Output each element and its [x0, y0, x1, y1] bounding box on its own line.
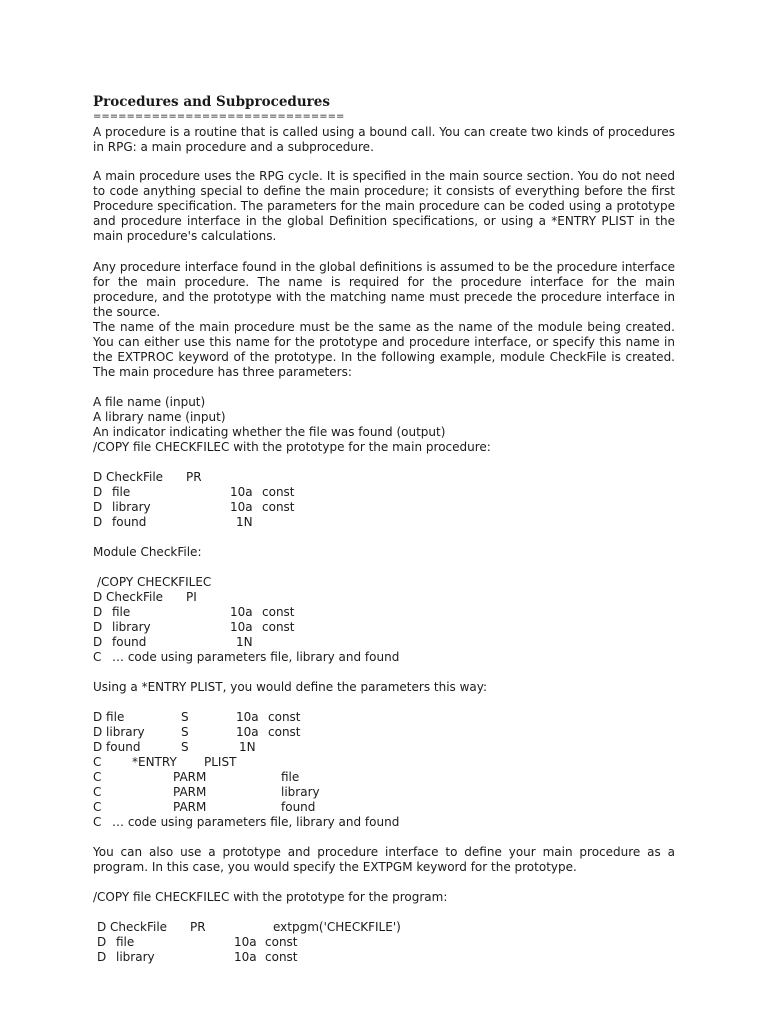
main-procedure-paragraph: A main procedure uses the RPG cycle. It is specified in the main source section. You do not need to code anything special to define the main procedure; it consists of everything before the first Procedure specification. The parameters for the main procedure can be coded using a prototype and procedure interface in the global Definition specifications, or using a *ENTRY PLIST in the main procedure's calculations.	[93, 169, 675, 243]
code-name: D CheckFile	[93, 590, 164, 604]
code-line	[93, 485, 493, 500]
code-keyword: const	[265, 950, 298, 964]
code-result: file	[281, 770, 300, 784]
code-type: S	[181, 710, 189, 724]
code-spec: D	[93, 620, 103, 634]
code-length: 10a	[234, 950, 257, 964]
code-keyword: const	[262, 620, 295, 634]
code-spec: D	[97, 935, 107, 949]
entry-intro: Using a *ENTRY PLIST, you would define the parameters this way:	[93, 680, 488, 694]
program-paragraph: You can also use a prototype and procedure interface to define your main procedure as a program. In this case, you would specify the EXTPGM keyword for the prototype.	[93, 845, 675, 874]
code-opcode: PARM	[173, 785, 207, 799]
code-spec: D	[93, 635, 103, 649]
code-name: D CheckFile	[97, 920, 168, 934]
code-line	[93, 770, 493, 785]
code-spec: D	[97, 950, 107, 964]
code-length: 10a	[236, 710, 259, 724]
code-keyword: const	[268, 725, 301, 739]
copy-file-line: /COPY file CHECKFILEC with the prototype for the main procedure:	[93, 440, 491, 454]
code-line	[93, 725, 493, 740]
code-length: 10a	[230, 620, 253, 634]
code-keyword: const	[262, 500, 295, 514]
code-field: library	[112, 620, 151, 634]
code-line	[97, 920, 497, 935]
code-spec: D	[93, 605, 103, 619]
code-name: D file	[93, 710, 125, 724]
code-line	[93, 710, 493, 725]
code-length: 10a	[230, 605, 253, 619]
code-line	[93, 605, 493, 620]
code-field: file	[116, 935, 135, 949]
param-item: An indicator indicating whether the file was found (output)	[93, 425, 446, 439]
code-field: file	[112, 485, 131, 499]
code-spec: C	[93, 770, 102, 784]
code-line	[93, 650, 493, 665]
code-length: 10a	[230, 500, 253, 514]
code-keyword: const	[262, 605, 295, 619]
code-result: found	[281, 800, 316, 814]
copy-directive: /COPY CHECKFILEC	[97, 575, 212, 589]
code-spec: D	[93, 515, 103, 529]
code-keyword: const	[265, 935, 298, 949]
code-name: D found	[93, 740, 141, 754]
code-line	[97, 950, 497, 965]
code-field: library	[112, 500, 151, 514]
program-copy-line: /COPY file CHECKFILEC with the prototype for the program:	[93, 890, 448, 904]
code-field: file	[112, 605, 131, 619]
code-field: found	[112, 635, 147, 649]
code-opcode: PARM	[173, 770, 207, 784]
code-length: 1N	[236, 635, 253, 649]
code-comment: … code using parameters file, library and found	[112, 815, 400, 829]
code-name: D CheckFile	[93, 470, 164, 484]
code-line	[93, 515, 493, 530]
code-spec: D	[93, 485, 103, 499]
code-spec: C	[93, 755, 102, 769]
code-length: 10a	[234, 935, 257, 949]
title-underline: ==============================	[93, 111, 345, 122]
module-name-paragraph: The name of the main procedure must be the same as the name of the module being created. You can either use this name for the prototype and procedure interface, or specify this name in the EXTPROC keyword of the prototype. In the following example, module CheckFile is created. The main procedure has three parameters:	[93, 320, 675, 379]
code-type: PI	[186, 590, 197, 604]
code-line	[93, 755, 493, 770]
code-result: library	[281, 785, 320, 799]
code-length: 1N	[239, 740, 256, 754]
code-line	[93, 635, 493, 650]
code-line	[93, 500, 493, 515]
code-length: 10a	[236, 725, 259, 739]
code-field: library	[116, 950, 155, 964]
code-keyword: const	[268, 710, 301, 724]
code-type: PR	[186, 470, 202, 484]
param-item: A library name (input)	[93, 410, 226, 424]
code-line	[93, 470, 493, 485]
code-comment: … code using parameters file, library and found	[112, 650, 400, 664]
module-label: Module CheckFile:	[93, 545, 202, 559]
code-line	[93, 620, 493, 635]
code-line	[93, 815, 493, 830]
code-spec: C	[93, 650, 102, 664]
param-item: A file name (input)	[93, 395, 206, 409]
code-length: 10a	[230, 485, 253, 499]
code-type: S	[181, 725, 189, 739]
code-type: PR	[190, 920, 206, 934]
code-spec: C	[93, 815, 102, 829]
code-opcode: PLIST	[204, 755, 237, 769]
code-field: found	[112, 515, 147, 529]
code-line	[93, 590, 493, 605]
code-keyword: extpgm('CHECKFILE')	[273, 920, 401, 934]
code-type: S	[181, 740, 189, 754]
code-opcode: PARM	[173, 800, 207, 814]
code-length: 1N	[236, 515, 253, 529]
procedure-interface-paragraph: Any procedure interface found in the global definitions is assumed to be the procedure interface for the main procedure. The name is required for the procedure interface for the main procedure, and the prototype with the matching name must precede the procedure interface in the source.	[93, 260, 675, 319]
code-spec: C	[93, 785, 102, 799]
code-name: D library	[93, 725, 145, 739]
code-factor: *ENTRY	[132, 755, 177, 769]
code-line	[93, 785, 493, 800]
code-line	[93, 800, 493, 815]
code-line	[97, 935, 497, 950]
code-spec: C	[93, 800, 102, 814]
page-title: Procedures and Subprocedures	[93, 94, 330, 110]
code-spec: D	[93, 500, 103, 514]
code-keyword: const	[262, 485, 295, 499]
code-line	[93, 740, 493, 755]
intro-paragraph: A procedure is a routine that is called using a bound call. You can create two kinds of procedures in RPG: a main procedure and a subprocedure.	[93, 125, 675, 154]
